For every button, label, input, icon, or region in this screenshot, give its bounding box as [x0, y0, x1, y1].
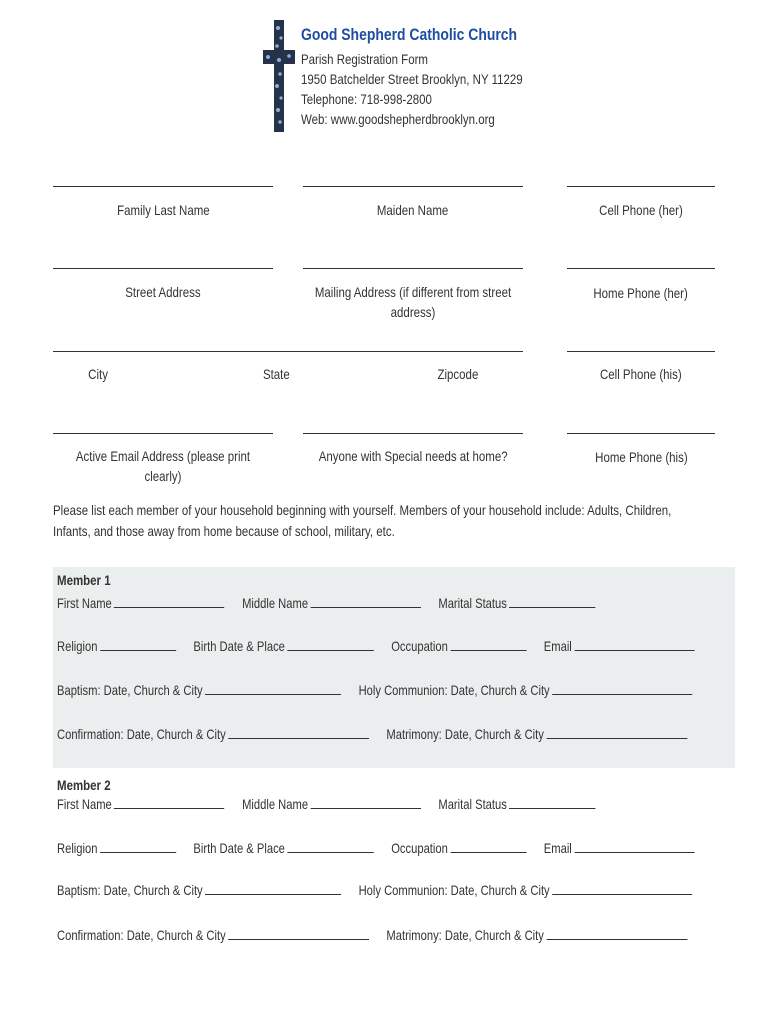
holy-communion-label: Holy Communion: Date, Church & City [358, 682, 550, 698]
member-name-row [57, 595, 748, 611]
home-phone-her-label: Home Phone (her) [593, 285, 689, 301]
street-address-label: Street Address [125, 284, 201, 300]
home-phone-her-field[interactable] [567, 268, 715, 269]
birth-date-place-field[interactable] [287, 638, 373, 651]
birth-date-place-label: Birth Date & Place [193, 638, 285, 654]
birth-date-place-field[interactable] [287, 840, 373, 853]
cell-phone-her-field[interactable] [567, 186, 715, 187]
first-name-label: First Name [57, 796, 112, 812]
baptism-field[interactable] [205, 882, 341, 895]
cross-icon [263, 20, 295, 132]
religion-label: Religion [57, 638, 98, 654]
member-name-row [57, 796, 748, 812]
email-label: Email [543, 840, 572, 856]
email-label: Email [543, 638, 572, 654]
email-field[interactable] [574, 840, 694, 853]
mailing-address-field[interactable] [303, 268, 523, 269]
email-label: Active Email Address (please print clearly) [75, 448, 251, 484]
birth-date-place-label: Birth Date & Place [193, 840, 285, 856]
special-needs-label: Anyone with Special needs at home? [318, 448, 508, 464]
confirmation-field[interactable] [228, 726, 369, 739]
matrimony-label: Matrimony: Date, Church & City [386, 726, 544, 742]
middle-name-label: Middle Name [242, 595, 309, 611]
holy-communion-field[interactable] [552, 882, 692, 895]
street-address-field[interactable] [53, 268, 273, 269]
maiden-name-field[interactable] [303, 186, 523, 187]
confirmation-field[interactable] [228, 927, 369, 940]
marital-status-field[interactable] [509, 796, 595, 809]
matrimony-field[interactable] [546, 726, 687, 739]
church-name: Good Shepherd Catholic Church [301, 25, 518, 44]
family-last-name-label: Family Last Name [116, 202, 210, 218]
holy-communion-label: Holy Communion: Date, Church & City [358, 882, 550, 898]
email-field[interactable] [574, 638, 694, 651]
marital-status-field[interactable] [509, 595, 595, 608]
middle-name-field[interactable] [310, 595, 420, 608]
marital-status-label: Marital Status [438, 796, 507, 812]
city-label: City [88, 366, 108, 382]
member-sacrament-row [57, 682, 770, 698]
holy-communion-field[interactable] [552, 682, 692, 695]
cell-phone-her-label: Cell Phone (her) [599, 202, 683, 218]
member-title: Member 1 [57, 572, 111, 588]
church-web: Web: www.goodshepherdbrooklyn.org [301, 111, 495, 127]
occupation-label: Occupation [391, 638, 448, 654]
church-address: 1950 Batchelder Street Brooklyn, NY 11229 [301, 71, 523, 87]
first-name-field[interactable] [114, 595, 224, 608]
confirmation-label: Confirmation: Date, Church & City [57, 726, 226, 742]
city-state-zip-field[interactable] [53, 351, 523, 352]
religion-field[interactable] [100, 840, 176, 853]
marital-status-label: Marital Status [438, 595, 507, 611]
member-sacrament-row [57, 927, 770, 943]
baptism-field[interactable] [205, 682, 341, 695]
state-label: State [262, 366, 290, 382]
home-phone-his-label: Home Phone (his) [594, 449, 688, 465]
home-phone-his-field[interactable] [567, 433, 715, 434]
occupation-label: Occupation [391, 840, 448, 856]
member-block [53, 567, 735, 768]
member-sacrament-row [57, 882, 770, 898]
cell-phone-his-field[interactable] [567, 351, 715, 352]
member-info-row [57, 638, 770, 654]
church-telephone: Telephone: 718-998-2800 [301, 91, 432, 107]
matrimony-field[interactable] [546, 927, 687, 940]
middle-name-label: Middle Name [242, 796, 309, 812]
member-title: Member 2 [57, 777, 111, 793]
baptism-label: Baptism: Date, Church & City [57, 882, 203, 898]
matrimony-label: Matrimony: Date, Church & City [386, 927, 544, 943]
household-instructions: Please list each member of your household beginning with yourself. Members of your household include: Adults, Children, Infants, and those away from home because of school, military, etc. [53, 502, 672, 539]
first-name-label: First Name [57, 595, 112, 611]
mailing-address-label: Mailing Address (if different from street address) [314, 284, 512, 320]
confirmation-label: Confirmation: Date, Church & City [57, 927, 226, 943]
religion-field[interactable] [100, 638, 176, 651]
occupation-field[interactable] [450, 638, 526, 651]
member-block [53, 772, 735, 972]
member-sacrament-row [57, 726, 770, 742]
email-field[interactable] [53, 433, 273, 434]
form-title: Parish Registration Form [301, 51, 428, 67]
special-needs-field[interactable] [303, 433, 523, 434]
cell-phone-his-label: Cell Phone (his) [600, 366, 682, 382]
occupation-field[interactable] [450, 840, 526, 853]
middle-name-field[interactable] [310, 796, 420, 809]
member-info-row [57, 840, 770, 856]
maiden-name-label: Maiden Name [377, 202, 449, 218]
zipcode-label: Zipcode [437, 366, 479, 382]
family-last-name-field[interactable] [53, 186, 273, 187]
religion-label: Religion [57, 840, 98, 856]
baptism-label: Baptism: Date, Church & City [57, 682, 203, 698]
first-name-field[interactable] [114, 796, 224, 809]
